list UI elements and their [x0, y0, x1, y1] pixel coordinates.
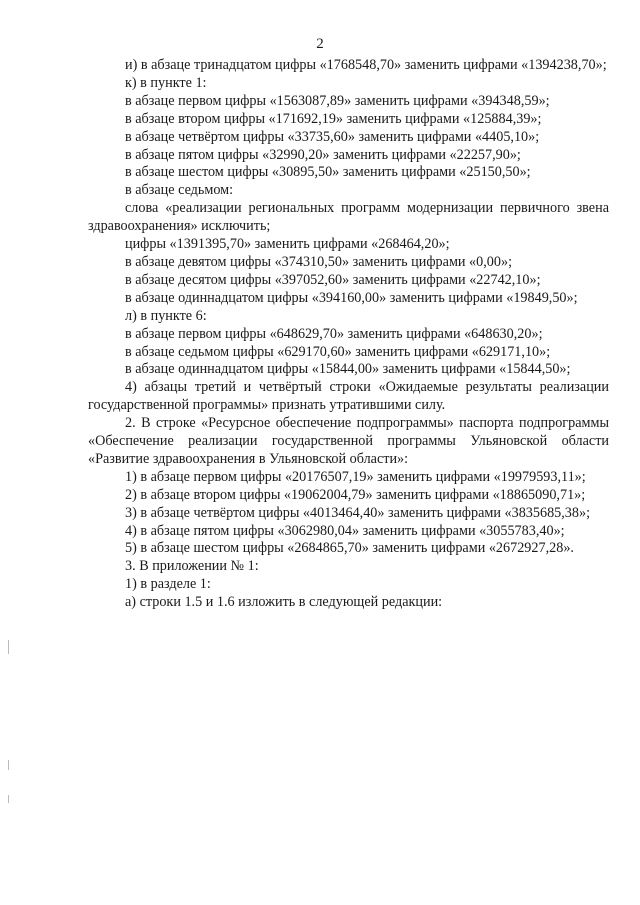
paragraph: в абзаце седьмом:	[125, 182, 234, 199]
paragraph: л) в пункте 6:	[125, 307, 207, 324]
paragraph: в абзаце первом цифры «1563087,89» заменить цифрами «394348,59»;	[125, 92, 550, 109]
paragraph: 5) в абзаце шестом цифры «2684865,70» заменить цифрами «2672927,28».	[125, 540, 574, 557]
paragraph: 4) в абзаце пятом цифры «3062980,04» заменить цифрами «3055783,40»;	[125, 522, 565, 539]
paragraph: в абзаце одиннадцатом цифры «394160,00» заменить цифрами «19849,50»;	[125, 289, 578, 306]
document-body	[88, 57, 609, 612]
scan-artifact	[8, 795, 9, 803]
paragraph: в абзаце седьмом цифры «629170,60» заменить цифрами «629171,10»;	[125, 343, 551, 360]
paragraph: к) в пункте 1:	[125, 74, 207, 91]
paragraph: а) строки 1.5 и 1.6 изложить в следующей редакции:	[125, 594, 443, 611]
paragraph: 3. В приложении № 1:	[125, 558, 259, 575]
page-number: 2	[316, 36, 324, 52]
paragraph: 2) в абзаце втором цифры «19062004,79» заменить цифрами «18865090,71»;	[125, 486, 586, 503]
scan-artifact	[8, 760, 9, 770]
paragraph: в абзаце десятом цифры «397052,60» заменить цифрами «22742,10»;	[125, 271, 541, 288]
paragraph: 3) в абзаце четвёртом цифры «4013464,40» заменить цифрами «3835685,38»;	[125, 504, 591, 521]
paragraph: в абзаце девятом цифры «374310,50» заменить цифрами «0,00»;	[125, 253, 513, 270]
paragraph: в абзаце втором цифры «171692,19» заменить цифрами «125884,39»;	[125, 110, 542, 127]
paragraph: слова «реализации региональных программ модернизации первичного звена здравоохранения» исключить;	[88, 200, 609, 235]
scan-artifact	[8, 640, 9, 654]
scan-edge-marks	[0, 0, 20, 905]
paragraph: 2. В строке «Ресурсное обеспечение подпрограммы» паспорта подпрограммы «Обеспечение реализации государственной программы Ульяновской области «Развитие здравоохранения в Ульяновской области»:	[88, 415, 609, 467]
paragraph: в абзаце первом цифры «648629,70» заменить цифрами «648630,20»;	[125, 325, 543, 342]
paragraph: 4) абзацы третий и четвёртый строки «Ожидаемые результаты реализации государственной программы» признать утратившими силу.	[88, 379, 609, 414]
paragraph: в абзаце пятом цифры «32990,20» заменить цифрами «22257,90»;	[125, 146, 521, 163]
paragraph: 1) в разделе 1:	[125, 576, 211, 593]
paragraph: и) в абзаце тринадцатом цифры «1768548,70» заменить цифрами «1394238,70»;	[125, 57, 607, 73]
paragraph: в абзаце одиннадцатом цифры «15844,00» заменить цифрами «15844,50»;	[125, 361, 571, 378]
paragraph: цифры «1391395,70» заменить цифрами «268464,20»;	[125, 236, 450, 253]
paragraph: 1) в абзаце первом цифры «20176507,19» заменить цифрами «19979593,11»;	[125, 468, 586, 485]
paragraph: в абзаце четвёртом цифры «33735,60» заменить цифрами «4405,10»;	[125, 128, 540, 145]
paragraph: в абзаце шестом цифры «30895,50» заменить цифрами «25150,50»;	[125, 164, 531, 181]
